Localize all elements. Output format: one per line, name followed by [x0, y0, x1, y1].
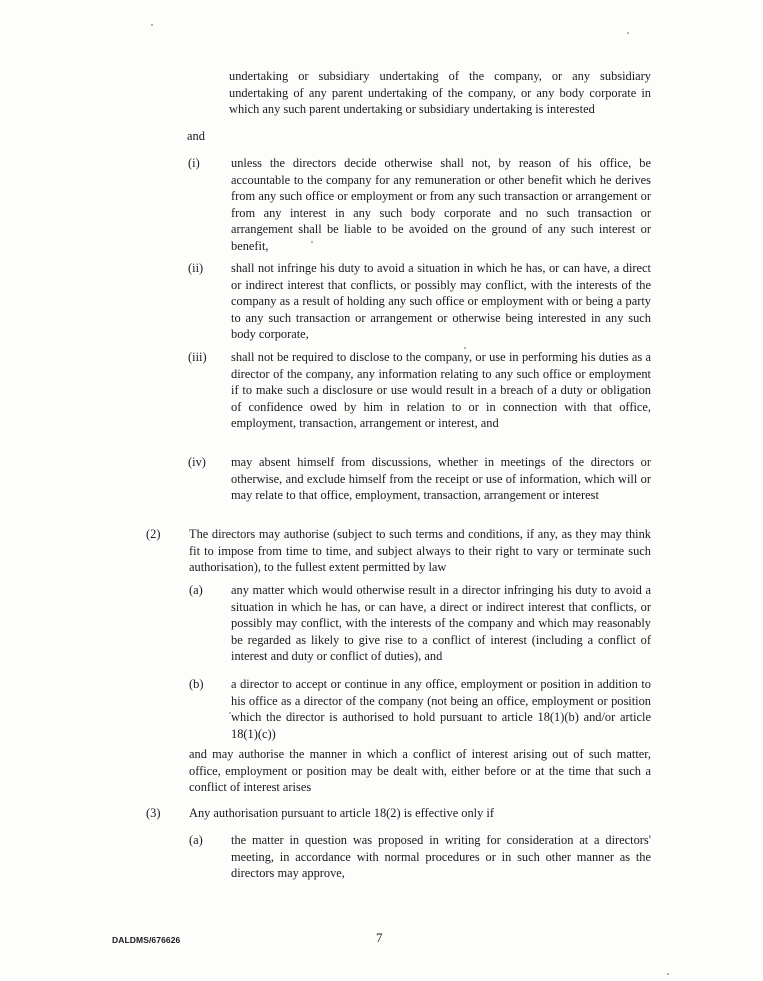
list-item-text: any matter which would otherwise result in a director infringing his duty to avoid a situation in which he has, or can have, a direct or indirect interest that conflicts, or possibly may conflict, with the interests of the company and which may reasonably be regarded as likely to give rise to a conflict of interest (including a conflict of interest and duty or conflict of duties), and [231, 583, 651, 663]
clause-number: (2) [146, 527, 161, 541]
scan-speck [667, 973, 669, 975]
list-item-text: unless the directors decide otherwise shall not, by reason of his office, be accountable to the company for any remuneration or other benefit which he derives from any such office or employment or from any such transaction or arrangement or from any interest in any such body corporate and no such transaction or arrangement shall be liable to be avoided on the ground of any such interest or benefit, [231, 156, 651, 253]
item-number: (iii) [188, 350, 207, 364]
item-number: (a) [189, 583, 203, 597]
scan-speck [627, 32, 629, 34]
scan-speck [151, 24, 153, 26]
clause-closing-text: and may authorise the manner in which a conflict of interest arising out of such matter, office, employment or position may be dealt with, either before or at the time that such a conflict of interest arises [189, 747, 651, 794]
clause-number: (3) [146, 806, 161, 820]
list-item-text: shall not infringe his duty to avoid a situation in which he has, or can have, a direct or indirect interest that conflicts, or possibly may conflict, with the interests of the company as a result of holding any such office or employment with or being a party to any such transaction or arrangement or otherwise being interested in any such body corporate, [231, 261, 651, 341]
clause-text: Any authorisation pursuant to article 18(2) is effective only if [189, 806, 494, 820]
item-number: (ii) [188, 261, 204, 275]
intro-paragraph: undertaking or subsidiary undertaking of the company, or any subsidiary undertaking of any parent undertaking of the company, or any body corporate in which any such parent undertaking or subsidiary undertaking is interested [229, 69, 651, 116]
item-number: (a) [189, 833, 203, 847]
list-item-text: a director to accept or continue in any office, employment or position in addition to his office as a director of the company (not being an office, employment or position which the director is authorised to hold pursuant to article 18(1)(b) and/or article 18(1)(c)) [231, 677, 651, 741]
item-number: (i) [188, 156, 200, 170]
item-number: (b) [189, 677, 204, 691]
document-reference-code: DALDMS/676626 [112, 935, 181, 945]
page-number: 7 [376, 930, 383, 945]
clause-text: The directors may authorise (subject to such terms and conditions, if any, as they may think fit to impose from time to time, and subject always to their right to vary or terminate such authorisation), to the fullest extent permitted by law [189, 527, 651, 574]
item-number: (iv) [188, 455, 206, 469]
list-item-text: may absent himself from discussions, whether in meetings of the directors or otherwise, and exclude himself from the receipt or use of information, which will or may relate to that office, employment, transaction, arrangement or interest [231, 455, 651, 502]
and-connector: and [187, 129, 205, 143]
list-item-text: the matter in question was proposed in writing for consideration at a directors' meeting, in accordance with normal procedures or in such other manner as the directors may approve, [231, 833, 651, 880]
list-item-text: shall not be required to disclose to the company, or use in performing his duties as a director of the company, any information relating to any such office or employment if to make such a disclosure or use would result in a breach of a duty or obligation of confidence owed by him in relation to or in connection with that office, employment, transaction, arrangement or interest, and [231, 350, 651, 430]
